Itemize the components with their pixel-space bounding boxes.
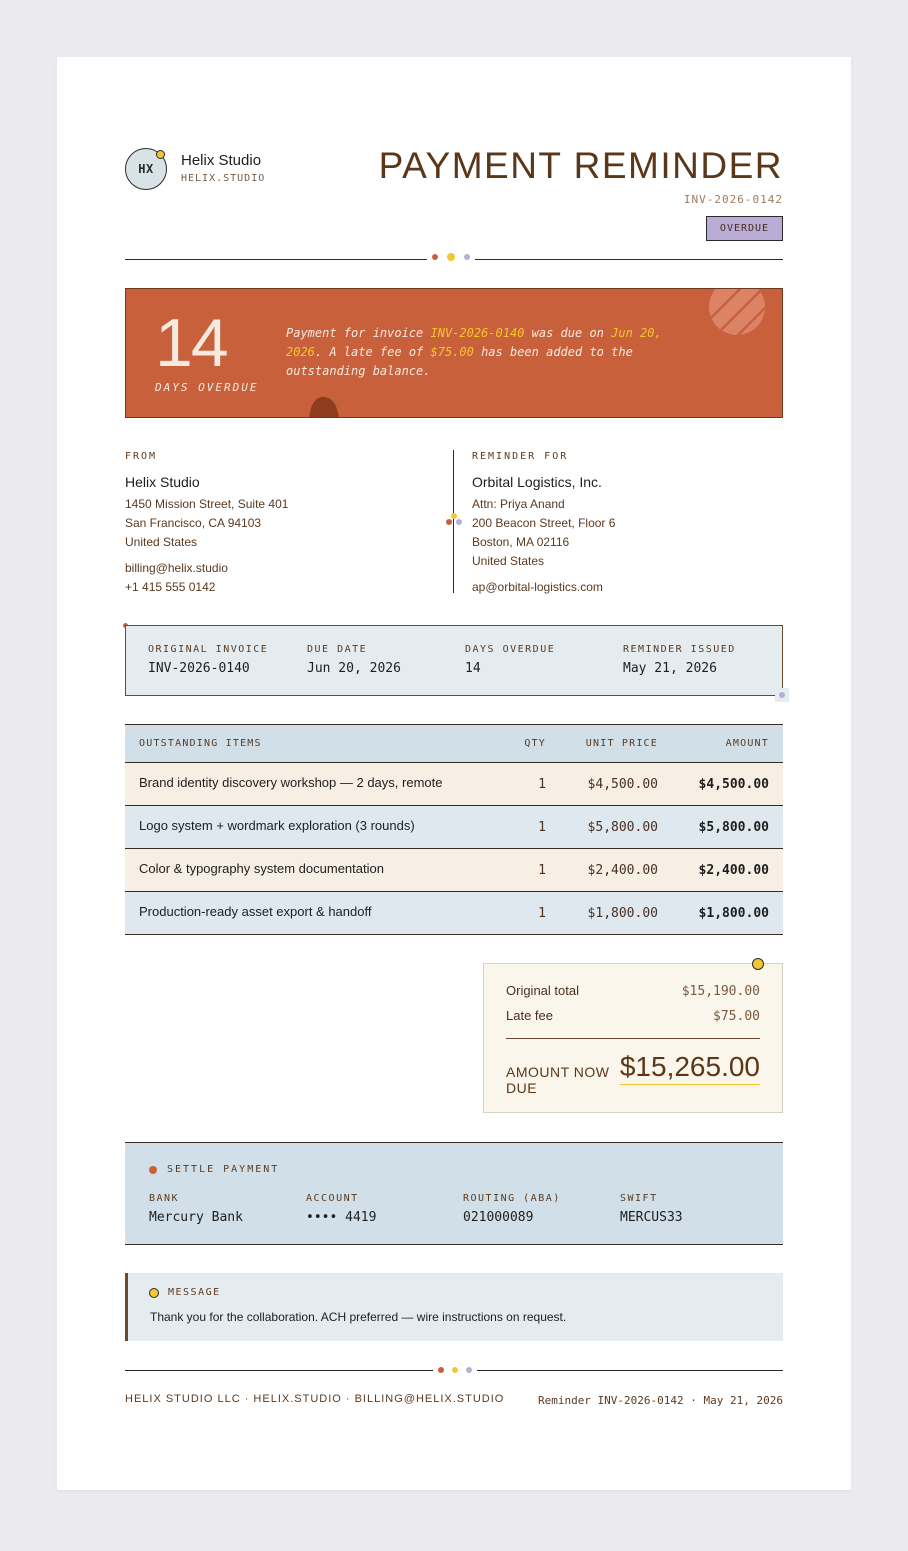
overdue-banner (125, 288, 783, 418)
client-country: United States (472, 554, 545, 568)
original-total-label: Original total (506, 983, 579, 998)
routing-value: 021000089 (463, 1210, 534, 1225)
msg-text: has been added to the outstanding balance. (286, 345, 633, 378)
document-title: PAYMENT REMINDER (378, 145, 783, 186)
meta-label: DAYS OVERDUE (465, 644, 556, 655)
status-badge: OVERDUE (706, 216, 783, 241)
item-description: Logo system + wordmark exploration (3 rounds) (139, 817, 415, 833)
meta-due-date (307, 644, 401, 676)
account-label: ACCOUNT (306, 1193, 359, 1204)
swift-label: SWIFT (620, 1193, 658, 1204)
footer-company: HELIX STUDIO LLC · HELIX.STUDIO · BILLING@HELIX.STUDIO (125, 1393, 505, 1405)
message-text: Thank you for the collaboration. ACH preferred — wire instructions on request. (150, 1310, 567, 1324)
table-header-row (125, 724, 783, 763)
from-address (125, 495, 288, 552)
client-address-line: Boston, MA 02116 (472, 535, 570, 549)
meta-reminder-issued (623, 644, 736, 676)
item-unit-price: $2,400.00 (587, 862, 658, 878)
rust-dot-icon (446, 519, 452, 525)
items-table (125, 724, 783, 935)
msg-fee-highlight: $75.00 (430, 345, 474, 359)
item-description: Color & typography system documentation (139, 860, 384, 876)
bank-field (149, 1193, 243, 1225)
party-separator (453, 450, 454, 593)
msg-text: Payment for invoice (286, 326, 431, 340)
table-row (125, 892, 783, 935)
rust-dot-icon (149, 1166, 157, 1174)
amount-due-label: AMOUNT NOW DUE (506, 1064, 610, 1096)
invoice-meta-box (125, 625, 783, 696)
lavender-dot-icon (464, 254, 470, 260)
item-unit-price: $4,500.00 (587, 776, 658, 792)
settle-payment-title: SETTLE PAYMENT (167, 1164, 280, 1175)
decorative-circle-icon (708, 288, 768, 337)
rust-dot-icon (432, 254, 438, 260)
header-amount: AMOUNT (725, 738, 769, 749)
overdue-message (286, 324, 681, 381)
totals-box (483, 963, 783, 1113)
from-label: FROM (125, 451, 158, 462)
table-row (125, 763, 783, 806)
logo-dot-icon (156, 150, 165, 159)
from-address-line: 1450 Mission Street, Suite 401 (125, 497, 289, 511)
reminder-for-label: REMINDER FOR (472, 451, 569, 462)
company-logo: HX (125, 148, 167, 190)
item-amount: $4,500.00 (698, 776, 769, 792)
late-fee-value: $75.00 (713, 1009, 760, 1024)
settle-payment-box (125, 1142, 783, 1245)
item-description: Brand identity discovery workshop — 2 days, remote (139, 774, 443, 790)
meta-value: May 21, 2026 (623, 661, 717, 676)
meta-label: ORIGINAL INVOICE (148, 644, 269, 655)
from-phone: +1 415 555 0142 (125, 580, 216, 594)
yellow-dot-icon (452, 1367, 458, 1373)
amount-due-value: $15,265.00 (620, 1051, 760, 1085)
routing-field (463, 1193, 561, 1225)
msg-date-highlight: Jun 20, 2026 (286, 326, 662, 359)
meta-label: REMINDER ISSUED (623, 644, 736, 655)
document-number: INV-2026-0142 (683, 193, 783, 206)
yellow-dot-icon (752, 958, 764, 970)
swift-value: MERCUS33 (620, 1210, 683, 1225)
rust-dot-icon (438, 1367, 444, 1373)
from-email-link[interactable]: billing@helix.studio (125, 561, 228, 575)
meta-value: Jun 20, 2026 (307, 661, 401, 676)
late-fee-label: Late fee (506, 1008, 553, 1023)
decorative-hill-icon (309, 397, 339, 418)
item-amount: $5,800.00 (698, 819, 769, 835)
days-overdue-label: DAYS OVERDUE (155, 381, 259, 394)
meta-value: INV-2026-0140 (148, 661, 250, 676)
item-unit-price: $1,800.00 (587, 905, 658, 921)
divider-dots (427, 253, 475, 261)
yellow-dot-icon (149, 1288, 159, 1298)
from-country: United States (125, 535, 198, 549)
item-qty: 1 (538, 819, 546, 835)
message-box (125, 1273, 783, 1341)
msg-invoice-highlight: INV-2026-0140 (430, 326, 525, 340)
item-amount: $2,400.00 (698, 862, 769, 878)
company-name: Helix Studio (181, 152, 262, 169)
footer-reference: Reminder INV-2026-0142 · May 21, 2026 (537, 1394, 783, 1407)
account-field (306, 1193, 376, 1225)
lavender-dot-icon (466, 1367, 472, 1373)
from-name: Helix Studio (125, 474, 200, 490)
original-total-value: $15,190.00 (681, 984, 760, 999)
msg-text: was due on (524, 326, 612, 340)
from-contact (125, 559, 228, 597)
divider-dots (433, 1367, 477, 1373)
company-domain: HELIX.STUDIO (181, 173, 266, 184)
document-page (57, 57, 851, 1490)
client-address-line: 200 Beacon Street, Floor 6 (472, 516, 616, 530)
client-name: Orbital Logistics, Inc. (472, 474, 602, 490)
meta-original-invoice (148, 644, 268, 676)
item-qty: 1 (538, 862, 546, 878)
header-qty: QTY (524, 738, 546, 749)
header-description: OUTSTANDING ITEMS (139, 738, 262, 749)
table-row (125, 849, 783, 892)
swift-field (620, 1193, 683, 1225)
client-attn: Attn: Priya Anand (472, 497, 565, 511)
msg-text: . A late fee of (314, 345, 431, 359)
bank-label: BANK (149, 1193, 180, 1204)
meta-days-overdue (465, 644, 555, 676)
message-title: MESSAGE (168, 1287, 221, 1298)
days-overdue-number: 14 (155, 305, 227, 381)
header-unit-price: UNIT PRICE (585, 738, 658, 749)
yellow-dot-icon (447, 253, 455, 261)
yellow-dot-icon (451, 513, 457, 519)
client-address (472, 495, 615, 571)
client-email-link[interactable]: ap@orbital-logistics.com (472, 580, 603, 594)
bank-value: Mercury Bank (149, 1210, 243, 1225)
routing-label: ROUTING (ABA) (463, 1193, 561, 1204)
item-description: Production-ready asset export & handoff (139, 903, 372, 919)
totals-divider (506, 1038, 760, 1039)
item-qty: 1 (538, 776, 546, 792)
lavender-dot-icon (456, 519, 462, 525)
table-row (125, 806, 783, 849)
lavender-dot-icon (779, 692, 785, 698)
meta-label: DUE DATE (307, 644, 368, 655)
from-address-line: San Francisco, CA 94103 (125, 516, 262, 530)
account-value: •••• 4419 (306, 1210, 377, 1225)
meta-value: 14 (465, 661, 481, 676)
item-unit-price: $5,800.00 (587, 819, 658, 835)
item-qty: 1 (538, 905, 546, 921)
item-amount: $1,800.00 (698, 905, 769, 921)
